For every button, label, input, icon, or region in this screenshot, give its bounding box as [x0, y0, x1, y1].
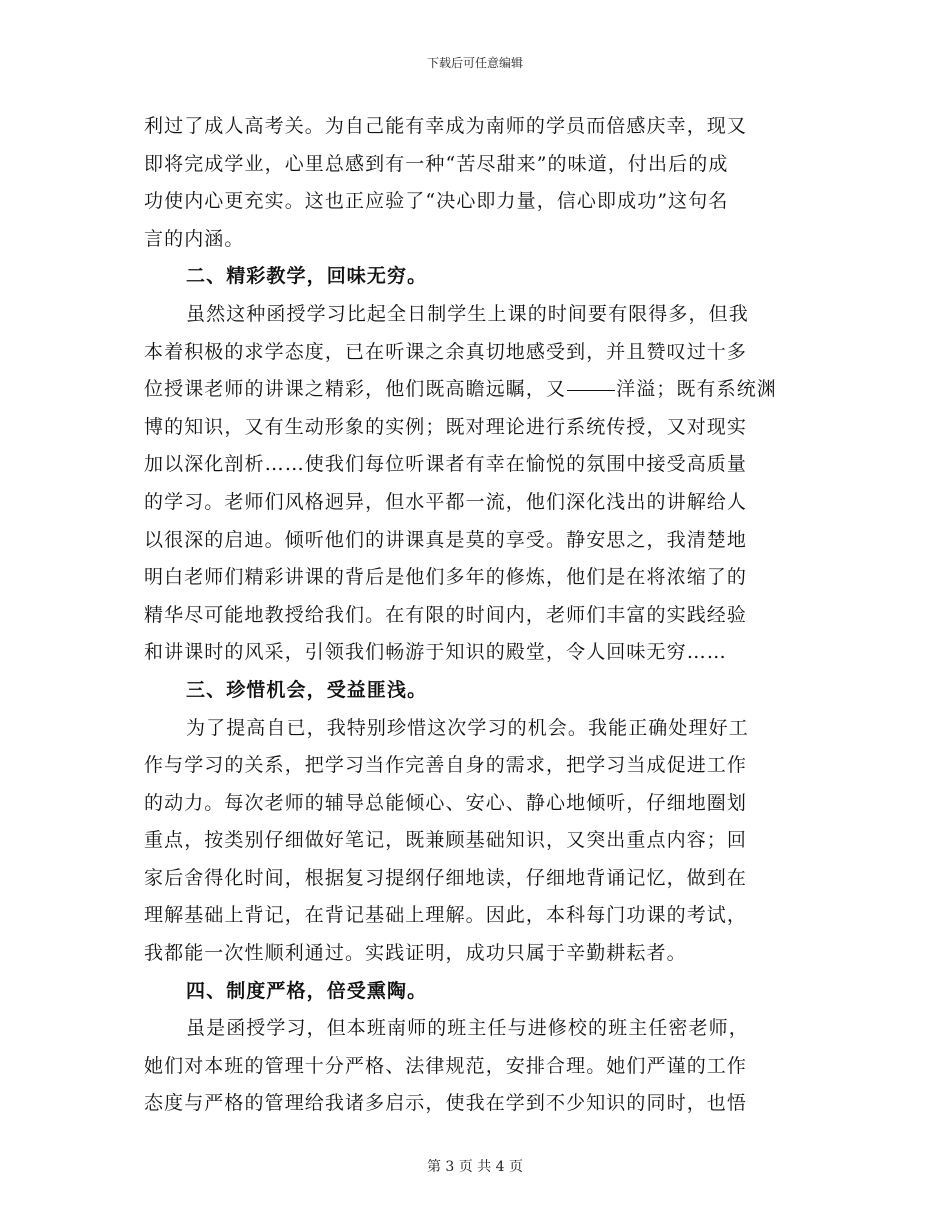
body-line-with-blank: [144, 371, 800, 409]
document-body: [144, 108, 800, 1123]
body-line: 我都能一次性顺利通过。实践证明，成功只属于辛勤耕耘者。: [144, 942, 687, 965]
blank-line-after: 洋溢；既有系统渊: [616, 378, 777, 401]
section-heading-2: 二、精彩教学，回味无穷。: [186, 265, 428, 288]
body-line: 精华尽可能地教授给我们。在有限的时间内，老师们丰富的实践经验: [144, 603, 748, 626]
body-line: 她们对本班的管理十分严格、法律规范，安排合理。她们严谨的工作: [144, 1054, 748, 1077]
body-line: 本着积极的求学态度，已在听课之余真切地感受到，并且赞叹过十多: [144, 340, 748, 363]
section-heading-3: 三、珍惜机会，受益匪浅。: [186, 678, 428, 701]
body-line: 态度与严格的管理给我诸多启示，使我在学到不少知识的同时，也悟: [144, 1092, 748, 1115]
body-line: 家后舍得化时间，根据复习提纲仔细地读，仔细地背诵记忆，做到在: [144, 866, 748, 889]
body-line: 明白老师们精彩讲课的背后是他们多年的修炼，他们是在将浓缩了的: [144, 566, 748, 589]
body-line: 功使内心更充实。这也正应验了“决心即力量，信心即成功”这句名: [144, 190, 729, 213]
body-line: 的动力。每次老师的辅导总能倾心、安心、静心地倾听，仔细地圈划: [144, 791, 748, 814]
blank-line-before: 位授课老师的讲课之精彩，他们既高瞻远瞩，又: [144, 378, 567, 401]
body-line: 和讲课时的风采，引领我们畅游于知识的殿堂，令人回味无穷……: [144, 641, 727, 664]
body-line: 博的知识，又有生动形象的实例；既对理论进行系统传授，又对现实: [144, 415, 748, 438]
body-line: 为了提高自已，我特别珍惜这次学习的机会。我能正确处理好工: [186, 716, 749, 739]
page-footer: 第 3 页 共 4 页: [426, 1159, 524, 1175]
body-line: 言的内涵。: [144, 227, 245, 250]
fill-in-blank: [567, 389, 615, 391]
body-line: 以很深的启迪。倾听他们的讲课真是莫的享受。静安思之，我清楚地: [144, 528, 748, 551]
body-line: 虽是函授学习，但本班南师的班主任与进修校的班主任密老师，: [186, 1017, 749, 1040]
body-line: 加以深化剖析……使我们每位听课者有幸在愉悦的氛围中接受高质量: [144, 453, 748, 476]
body-line: 利过了成人高考关。为自己能有幸成为南师的学员而倍感庆幸，现又: [144, 115, 748, 137]
body-line: 即将完成学业，心里总感到有一种“苦尽甜来”的味道，付出后的成: [144, 152, 729, 175]
body-line: 重点，按类别仔细做好笔记，既兼顾基础知识，又突出重点内容；回: [144, 829, 748, 852]
body-line: 的学习。老师们风格迥异，但水平都一流，他们深化浅出的讲解给人: [144, 490, 748, 513]
section-heading-4: 四、制度严格，倍受熏陶。: [186, 979, 428, 1002]
page-header: 下载后可任意编辑: [426, 56, 523, 70]
body-line: 理解基础上背记，在背记基础上理解。因此，本科每门功课的考试，: [144, 904, 748, 927]
body-line: 作与学习的关系，把学习当作完善自身的需求，把学习当成促进工作: [144, 754, 748, 777]
body-line: 虽然这种函授学习比起全日制学生上课的时间要有限得多，但我: [186, 302, 749, 325]
